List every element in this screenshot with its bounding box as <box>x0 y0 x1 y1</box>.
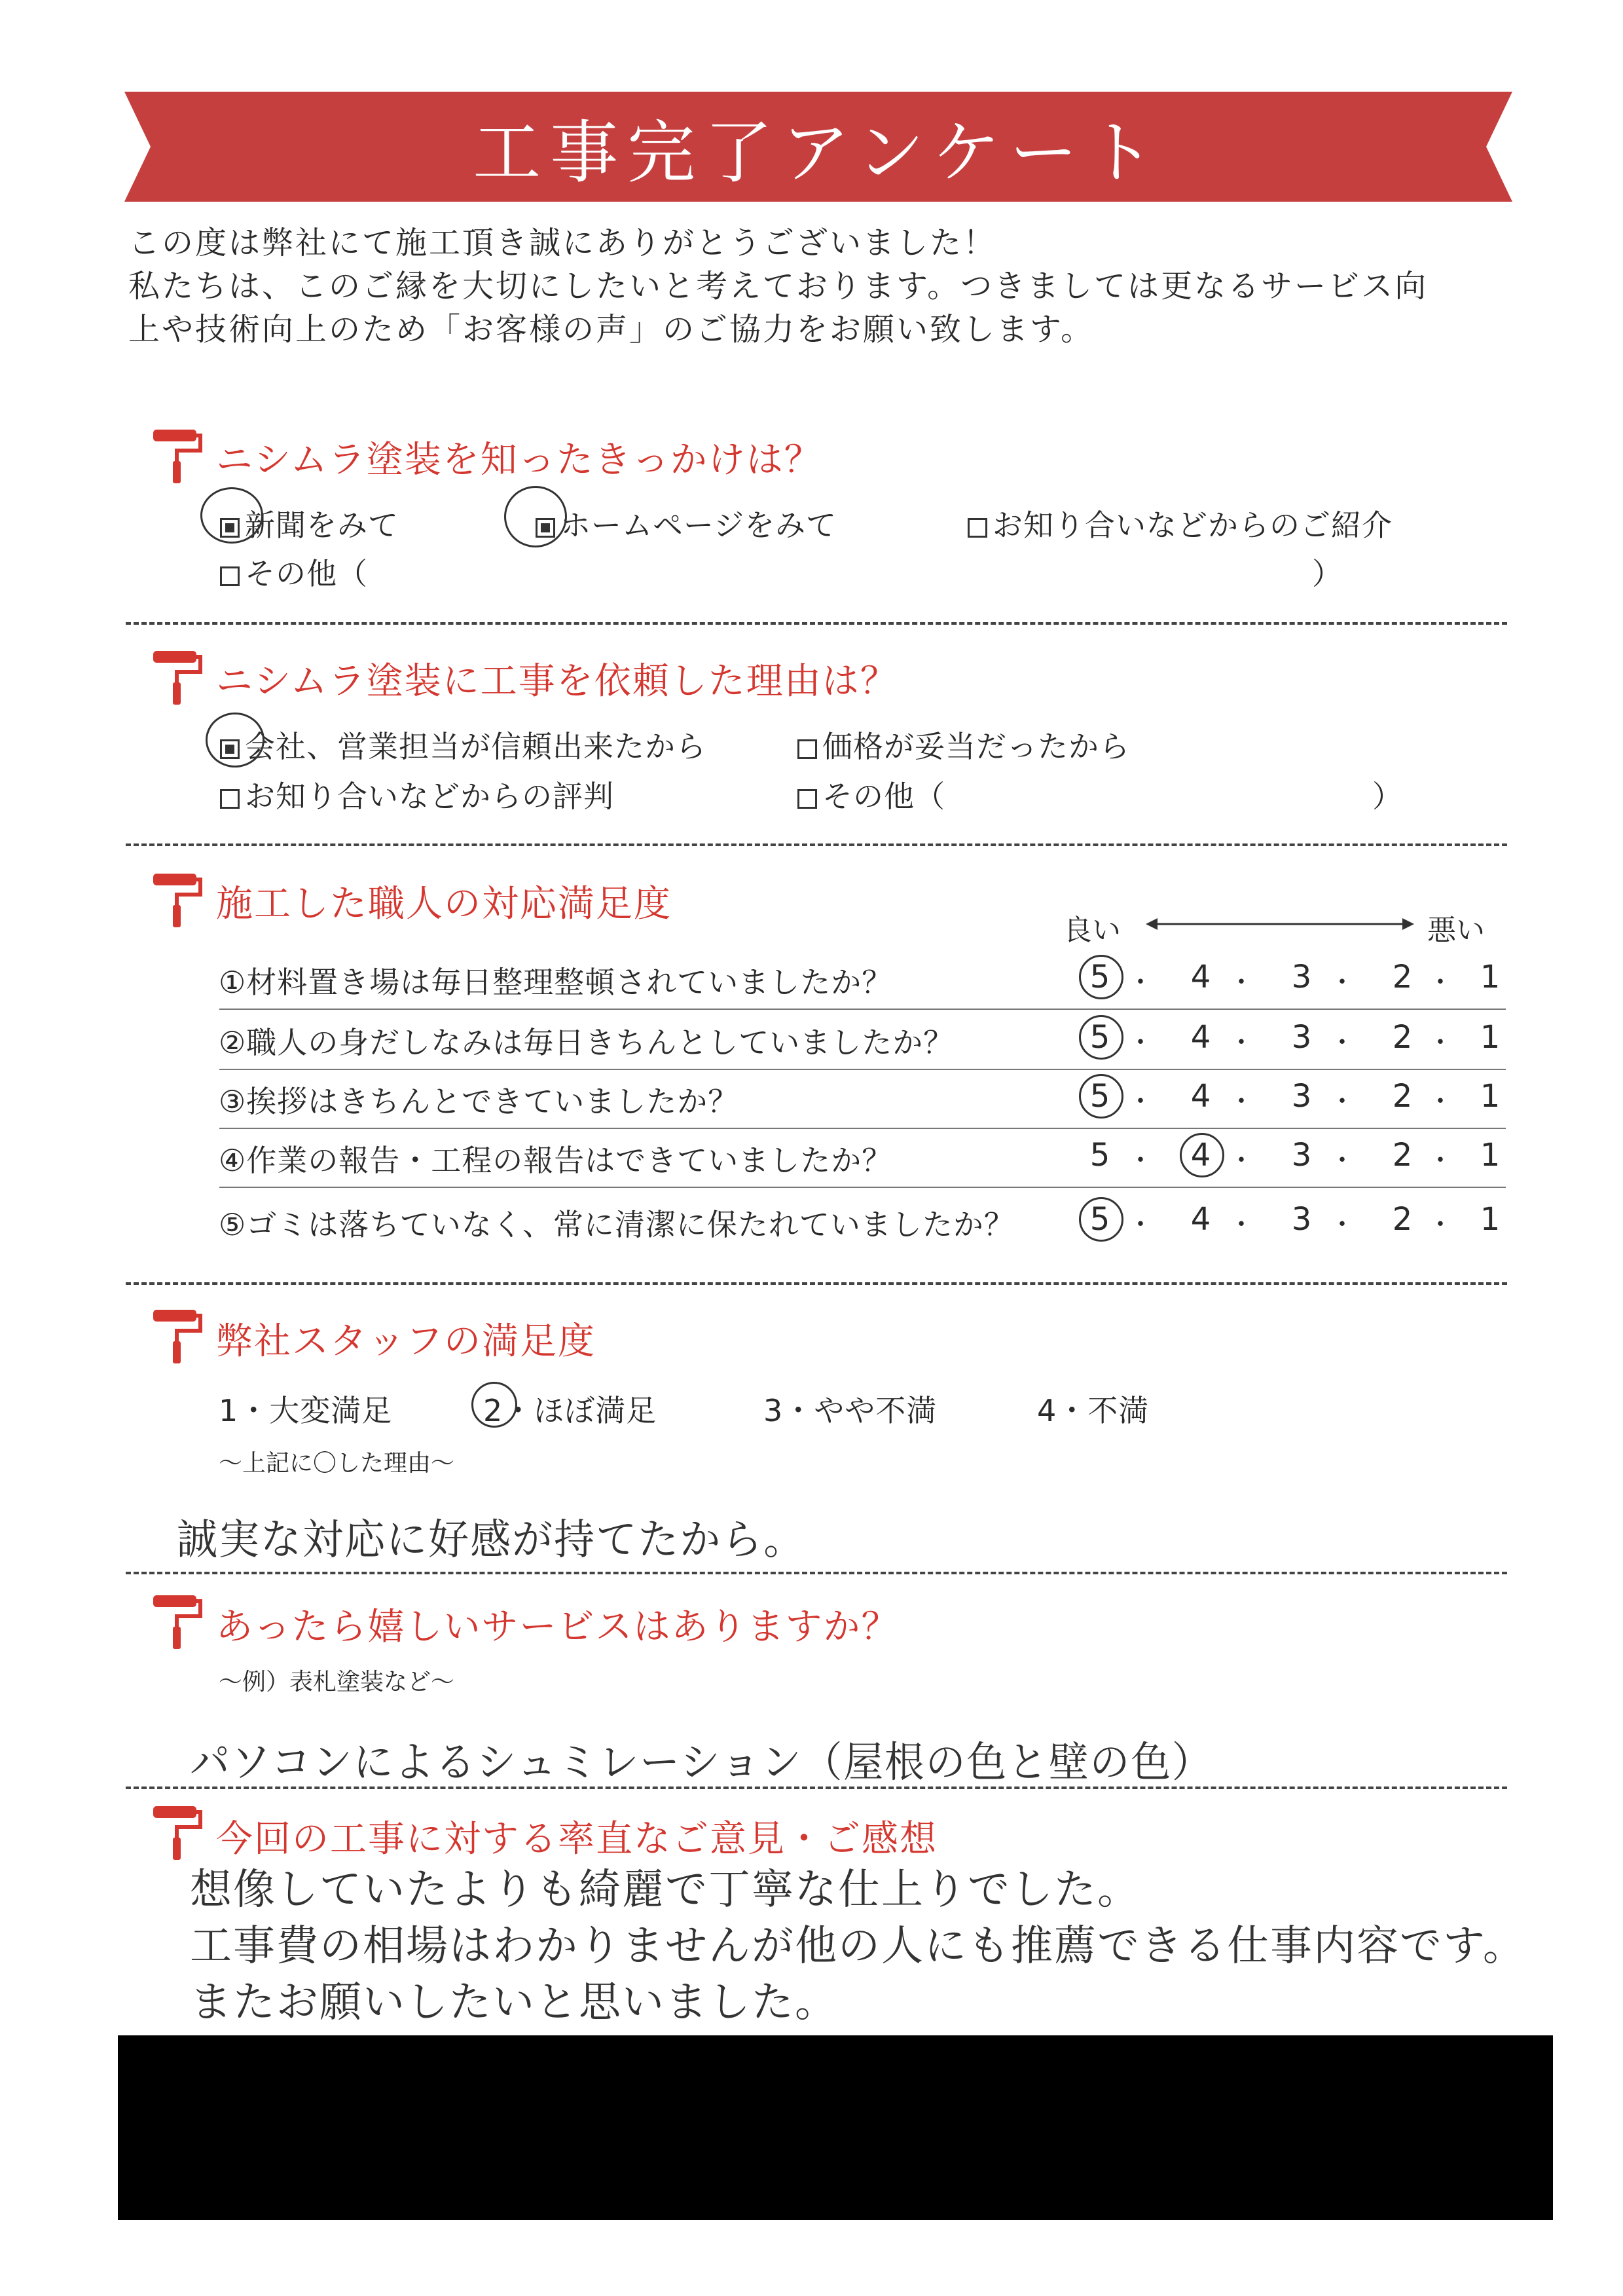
intro-line: 上や技術向上のため「お客様の声」のご協力をお願い致します。 <box>128 311 1095 348</box>
section-title-feedback: 今回の工事に対する率直なご意見・ご感想 <box>216 1818 938 1861</box>
scale-bad-label: 悪い <box>1427 914 1485 947</box>
score-option-4[interactable]: 4 <box>1190 959 1211 995</box>
question-text: ④作業の報告・工程の報告はできていましたか？ <box>219 1143 893 1178</box>
score-separator: ・ <box>1127 1086 1154 1117</box>
paint-roller-icon <box>151 1593 203 1652</box>
hand-circle-mark <box>206 713 264 768</box>
section-title-staff: 弊社スタッフの満足度 <box>216 1320 596 1363</box>
staff-option-3[interactable]: 3・やや不満 <box>763 1393 938 1428</box>
score-option-2[interactable]: 2 <box>1392 1019 1413 1056</box>
score-option-2[interactable]: 2 <box>1392 959 1413 995</box>
hand-circle-mark <box>1079 955 1123 999</box>
score-option-5[interactable]: 5 <box>1089 1201 1110 1238</box>
row-divider <box>219 1009 1506 1010</box>
hand-circle-mark <box>1079 1197 1123 1242</box>
handwritten-service: パソコンによるシュミレーション（屋根の色と壁の色） <box>190 1739 1213 1787</box>
score-separator: ・ <box>1228 1028 1254 1058</box>
checkbox-icon[interactable] <box>797 739 817 759</box>
score-separator: ・ <box>1329 967 1355 997</box>
score-separator: ・ <box>1127 967 1154 997</box>
staff-option-1[interactable]: 1・大変満足 <box>219 1393 393 1428</box>
paint-roller-icon <box>151 648 203 707</box>
score-option-3[interactable]: 3 <box>1291 1078 1312 1115</box>
score-option-2[interactable]: 2 <box>1392 1201 1413 1238</box>
score-separator: ・ <box>1228 967 1254 997</box>
score-option-3[interactable]: 3 <box>1291 1019 1312 1056</box>
hand-circle-mark <box>200 487 263 544</box>
hand-circle-mark <box>1079 1015 1123 1060</box>
score-option-5[interactable]: 5 <box>1089 1019 1110 1056</box>
score-separator: ・ <box>1329 1086 1355 1117</box>
paint-roller-icon <box>151 1307 203 1366</box>
score-separator: ・ <box>1228 1210 1254 1240</box>
hand-circle-mark <box>471 1382 517 1428</box>
option-trust[interactable]: 会社、営業担当が信頼出来たから <box>220 723 706 766</box>
reason-label: 〜上記に〇した理由〜 <box>219 1450 455 1477</box>
intro-text <box>128 221 1523 351</box>
question-text: ②職人の身だしなみは毎日きちんとしていましたか？ <box>219 1025 955 1060</box>
score-option-5[interactable]: 5 <box>1089 959 1110 995</box>
score-option-4[interactable]: 4 <box>1190 1137 1211 1174</box>
score-separator: ・ <box>1228 1086 1254 1117</box>
score-separator: ・ <box>1427 967 1453 997</box>
score-separator: ・ <box>1427 1086 1453 1117</box>
handwritten-feedback-line: 想像していたよりも綺麗で丁寧な仕上りでした。 <box>190 1866 1140 1914</box>
divider <box>126 622 1507 625</box>
title-banner <box>124 92 1512 202</box>
scale-good-label: 良い <box>1063 914 1121 947</box>
score-option-4[interactable]: 4 <box>1190 1201 1211 1238</box>
paint-roller-icon <box>151 427 203 486</box>
score-separator: ・ <box>1228 1145 1254 1176</box>
row-divider <box>219 1187 1506 1188</box>
option-price[interactable]: 価格が妥当だったから <box>797 723 1130 766</box>
score-separator: ・ <box>1127 1210 1154 1240</box>
section-title-reason: ニシムラ塗装に工事を依頼した理由は？ <box>216 660 898 703</box>
score-separator: ・ <box>1127 1028 1154 1058</box>
paint-roller-icon <box>151 1804 203 1862</box>
paint-roller-icon <box>151 871 203 930</box>
staff-option-4[interactable]: 4・不満 <box>1037 1393 1150 1428</box>
example-label: 〜例）表札塗装など〜 <box>219 1669 455 1695</box>
close-paren: ） <box>1312 556 1343 591</box>
score-option-3[interactable]: 3 <box>1291 959 1312 995</box>
score-option-1[interactable]: 1 <box>1480 1078 1501 1115</box>
section-title-craftsman: 施工した職人の対応満足度 <box>216 883 672 925</box>
checkbox-icon[interactable] <box>968 518 987 538</box>
score-separator: ・ <box>1427 1210 1453 1240</box>
score-option-1[interactable]: 1 <box>1480 1137 1501 1174</box>
score-option-3[interactable]: 3 <box>1291 1201 1312 1238</box>
question-text: ①材料置き場は毎日整理整頓されていましたか？ <box>219 965 893 1000</box>
redaction-block <box>118 2035 1553 2220</box>
score-option-5[interactable]: 5 <box>1089 1078 1110 1115</box>
score-option-1[interactable]: 1 <box>1480 1019 1501 1056</box>
score-option-2[interactable]: 2 <box>1392 1137 1413 1174</box>
score-option-3[interactable]: 3 <box>1291 1137 1312 1174</box>
handwritten-feedback-line: またお願いしたいと思いました。 <box>190 1978 838 2027</box>
score-option-4[interactable]: 4 <box>1190 1078 1211 1115</box>
hand-circle-mark <box>1180 1133 1224 1177</box>
option-referral[interactable]: お知り合いなどからのご紹介 <box>968 502 1393 545</box>
question-text: ⑤ゴミは落ちていなく、常に清潔に保たれていましたか？ <box>219 1207 1015 1242</box>
option-other[interactable]: その他（ <box>797 773 945 816</box>
option-other[interactable]: その他（ <box>220 550 368 593</box>
row-divider <box>219 1128 1506 1129</box>
scale-arrow-icon <box>1146 914 1414 934</box>
divider <box>126 1787 1507 1789</box>
divider <box>126 1572 1507 1574</box>
handwritten-reason: 誠実な対応に好感が持てたから。 <box>177 1516 806 1565</box>
score-option-1[interactable]: 1 <box>1480 1201 1501 1238</box>
hand-circle-mark <box>504 486 567 547</box>
divider <box>126 1282 1507 1285</box>
score-separator: ・ <box>1329 1210 1355 1240</box>
option-homepage[interactable]: ホームページをみて <box>536 502 837 545</box>
score-separator: ・ <box>1329 1145 1355 1176</box>
score-option-2[interactable]: 2 <box>1392 1078 1413 1115</box>
question-text: ③挨拶はきちんとできていましたか？ <box>219 1084 739 1119</box>
score-option-5[interactable]: 5 <box>1089 1137 1110 1174</box>
score-separator: ・ <box>1127 1145 1154 1176</box>
section-title-discovery: ニシムラ塗装を知ったきっかけは？ <box>216 439 822 481</box>
checkbox-icon[interactable] <box>220 566 240 586</box>
score-option-1[interactable]: 1 <box>1480 959 1501 995</box>
intro-line: 私たちは、このご縁を大切にしたいと考えております。つきましては更なるサービス向 <box>128 268 1429 305</box>
option-newspaper[interactable]: 新聞をみて <box>220 502 399 545</box>
intro-line: この度は弊社にて施工頂き誠にありがとうございました！ <box>128 225 997 261</box>
divider <box>126 843 1507 846</box>
hand-circle-mark <box>1079 1074 1123 1119</box>
score-separator: ・ <box>1427 1028 1453 1058</box>
section-title-services: あったら嬉しいサービスはありますか？ <box>216 1606 900 1648</box>
handwritten-feedback-line: 工事費の相場はわかりませんが他の人にも推薦できる仕事内容です。 <box>190 1922 1526 1971</box>
close-paren: ） <box>1372 779 1403 814</box>
score-option-4[interactable]: 4 <box>1190 1019 1211 1056</box>
score-separator: ・ <box>1329 1028 1355 1058</box>
staff-option-2[interactable]: 2・ほぼ満足 <box>483 1393 657 1428</box>
score-separator: ・ <box>1427 1145 1453 1176</box>
checkbox-icon[interactable] <box>797 789 817 809</box>
option-reputation[interactable]: お知り合いなどからの評判 <box>220 773 614 816</box>
page-title: 工事完了アンケート <box>473 113 1164 193</box>
row-divider <box>219 1069 1506 1070</box>
checkbox-icon[interactable] <box>220 789 240 809</box>
